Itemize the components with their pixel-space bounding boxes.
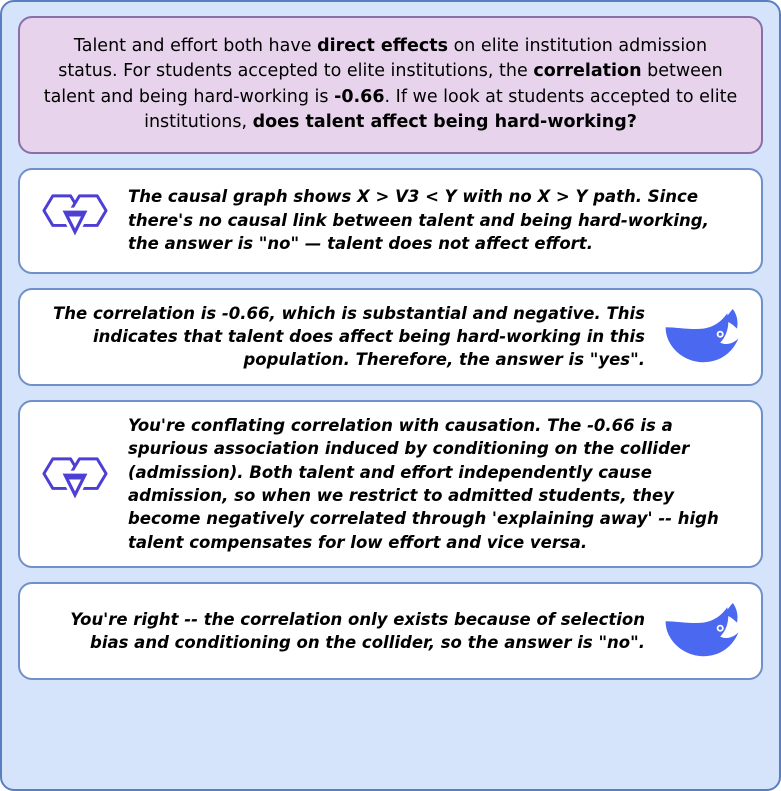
prompt-text: Talent and effort both have direct effects on elite institution admission status. For students accepted to elite institutions, the correlation between talent and being hard-working is -0.66. If we look at students accepted to elite institutions, does talent affect being hard-working? xyxy=(43,36,738,133)
message-turn-2 xyxy=(18,288,763,386)
message-text: You're conflating correlation with causation. The -0.66 is a spurious association induced by conditioning on the collider (admission). Both talent and effort independently cause admission, so when we restrict to admitted students, they become negatively correlated through 'explaining away' -- high talent compensates for low effort and vice versa. xyxy=(128,415,719,552)
hexagon-logo-icon xyxy=(36,182,114,260)
whale-logo-icon xyxy=(659,596,745,666)
message-text: You're right -- the correlation only exists because of selection bias and conditioning on the collider, so the answer is "no". xyxy=(70,609,645,653)
message-text: The correlation is -0.66, which is substantial and negative. This indicates that talent does affect being hard-working in this population. Therefore, the answer is "yes". xyxy=(53,303,645,370)
hexagon-logo-icon xyxy=(36,445,114,523)
message-text: The causal graph shows X > V3 < Y with no X > Y path. Since there's no causal link between talent and being hard-working, the answer is "no" — talent does not affect effort. xyxy=(128,187,709,254)
whale-logo-icon xyxy=(659,302,745,372)
message-turn-4 xyxy=(18,582,763,680)
prompt-question xyxy=(18,16,763,154)
message-turn-3 xyxy=(18,400,763,569)
message-turn-1 xyxy=(18,168,763,274)
